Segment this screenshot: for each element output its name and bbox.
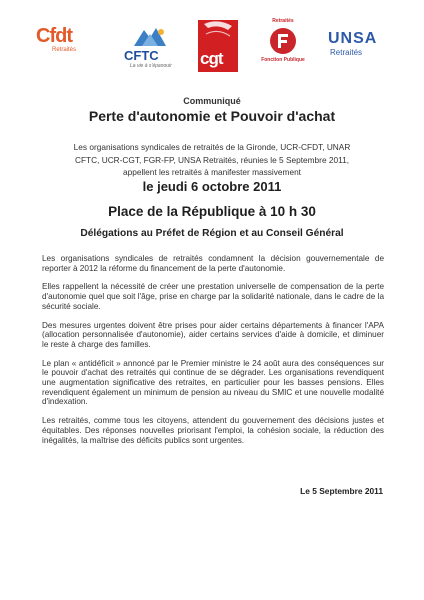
cfdt-logo xyxy=(36,26,92,66)
fgr-logo-bottom-text: Fonction Publique xyxy=(261,57,305,63)
body-paragraph: Des mesures urgentes doivent être prises pour aider certains départements à financer l'APA (allocation personnalisée d'autonomie), aider certains services d'aide à domicile, et diminuer le reste à charge des familles. xyxy=(42,320,384,349)
fgr-fp-logo xyxy=(258,18,308,66)
cfdt-logo-text: Cfdt xyxy=(36,25,72,47)
fgr-logo-top-text: Retraités xyxy=(272,18,294,24)
intro-paragraph xyxy=(44,141,380,179)
intro-line: Les organisations syndicales de retraités de la Gironde, UCR-CFDT, UNAR xyxy=(73,142,351,152)
unsa-logo-subtitle: Retraités xyxy=(330,48,363,57)
body-paragraph: Les organisations syndicales de retraités condamnent la décision gouvernementale de reporter à 2012 la réforme du financement de la perte d'autonomie. xyxy=(42,254,384,273)
fgr-emblem-icon xyxy=(270,28,296,54)
signature-date: Le 5 Septembre 2011 xyxy=(300,486,383,496)
cgt-logo-text: cgt xyxy=(200,49,223,68)
cgt-logo xyxy=(198,20,238,72)
body-text xyxy=(42,254,384,454)
event-date: le jeudi 6 octobre 2011 xyxy=(142,179,282,194)
cftc-logo-text: CFTC xyxy=(124,48,159,63)
page-title: Perte d'autonomie et Pouvoir d'achat xyxy=(88,108,336,124)
cfdt-logo-subtitle: Retraités xyxy=(52,47,77,53)
body-paragraph: Elles rappellent la nécessité de créer une prestation universelle de compensation de la perte d'autonomie quel que soit l'âge, prise en charge par la solidarité nationale, dans le cadre de la sécurité sociale. xyxy=(42,282,384,311)
cftc-logo-subtitle: La vie à s'épanouir xyxy=(130,63,172,69)
body-paragraph: Les retraités, comme tous les citoyens, attendent du gouvernement des décisions justes et équitables. Des réponses nouvelles priorisant l'emploi, la cohésion sociale, la réduction des inégalités, la maîtrise des déficits publics sont urgentes. xyxy=(42,416,384,445)
event-delegations: Délégations au Préfet de Région et au Conseil Général xyxy=(80,228,344,239)
intro-line: CFTC, UCR-CGT, FGR-FP, UNSA Retraités, réunies le 5 Septembre 2011, xyxy=(74,154,350,165)
union-logos-row xyxy=(36,18,378,70)
communique-label: Communiqué xyxy=(183,96,241,106)
cftc-logo xyxy=(124,26,180,70)
unsa-logo xyxy=(328,26,376,62)
event-place: Place de la République à 10 h 30 xyxy=(108,204,316,219)
cgt-emblem-icon xyxy=(198,20,238,50)
unsa-logo-text: UNSA xyxy=(328,30,378,47)
intro-line: appellent les retraités à manifester massivement xyxy=(122,167,301,178)
body-paragraph: Le plan « antidéficit » annoncé par le Premier ministre le 24 août aura des conséquences sur le pouvoir d'achat des retraités qui continue de se dégrader. Les organisations revendiquent une augmentation significative des retraites, en particulier pour les basses pensions. Elles revendiquent également un minimum de pension au niveau du SMIC et une nouvelle modalité d'indexation. xyxy=(42,358,384,407)
cftc-emblem-icon xyxy=(130,26,170,48)
